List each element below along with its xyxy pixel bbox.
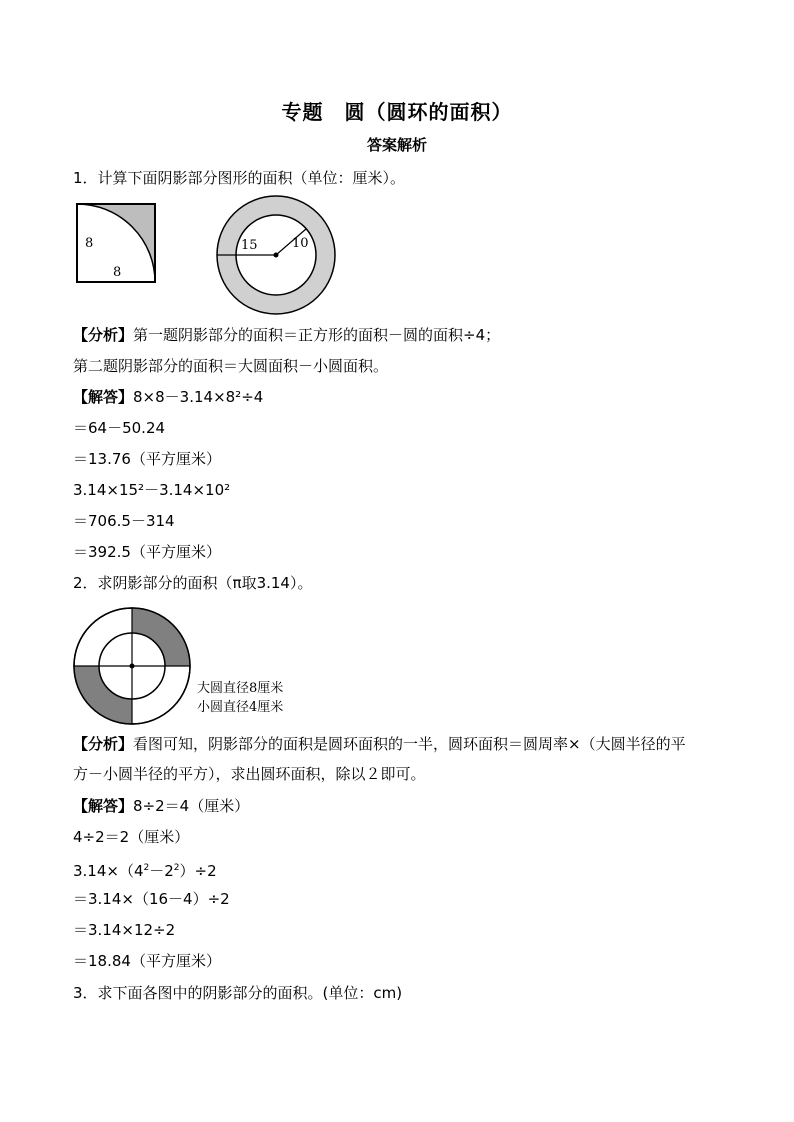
q2-figure-ring [71,605,193,727]
q2-answer-line3-exponent-2: 2 [173,863,180,873]
q1-fig2-large-label: 15 [241,238,258,253]
q2-answer-tag: 【解答】 [73,797,134,815]
q1-analysis [73,325,500,345]
q1-answer-line1: 8×8－3.14×8²÷4 [133,388,264,406]
q1-analysis-text: 第一题阴影部分的面积＝正方形的面积－圆的面积÷4； [133,326,501,344]
q2-question: 2．求阴影部分的面积（π取3.14）。 [73,574,313,592]
q1-answer-line4: 3.14×15²－3.14×10² [73,481,231,499]
q2-fig-label-big: 大圆直径8厘米 [197,681,284,696]
q1-figure-ring [214,193,338,317]
q1-answer-tag: 【解答】 [73,388,134,406]
q2-answer [73,796,249,816]
q1-figure-square [73,200,163,290]
page-subtitle: 答案解析 [366,136,427,154]
q2-answer-line2: 4÷2＝2（厘米） [73,828,190,846]
center-point [274,253,279,258]
center-point [130,664,135,669]
q1-analysis-line2: 第二题阴影部分的面积＝大圆面积－小圆面积。 [73,357,389,375]
q1-answer-line2: ＝64－50.24 [73,419,166,437]
q1-fig2-small-label: 10 [292,236,309,251]
q2-answer-line5: ＝3.14×12÷2 [73,921,176,939]
q2-answer-line6: ＝18.84（平方厘米） [73,952,221,970]
page-title: 专题 圆（圆环的面积） [281,100,513,124]
q1-answer-line5: ＝706.5－314 [73,512,175,530]
q2-analysis-text: 看图可知，阴影部分的面积是圆环面积的一半，圆环面积＝圆周率×（大圆半径的平 [133,735,686,753]
q1-answer-line3: ＝13.76（平方厘米） [73,450,221,468]
q2-answer-line3-part-c: ）÷2 [179,862,217,880]
q3-question: 3．求下面各图中的阴影部分的面积。(单位：cm) [73,984,403,1002]
q1-answer [73,387,263,407]
q2-answer-line3-part-b: －2 [149,862,174,880]
q1-analysis-tag: 【分析】 [73,326,134,344]
q1-fig1-side-label: 8 [85,236,94,251]
q1-question: 1．计算下面阴影部分图形的面积（单位：厘米）。 [73,169,406,187]
q2-answer-line3 [73,858,217,881]
q2-analysis [73,734,686,754]
q2-answer-line4: ＝3.14×（16－4）÷2 [73,890,230,908]
q2-analysis-line2: 方－小圆半径的平方），求出圆环面积，除以２即可。 [73,765,426,783]
q1-fig1-bottom-label: 8 [113,265,122,280]
q1-answer-line6: ＝392.5（平方厘米） [73,543,221,561]
q2-answer-line3-part-a: 3.14×（4 [73,862,144,880]
q2-answer-line3-exponent-1: 2 [143,863,150,873]
q2-fig-label-small: 小圆直径4厘米 [197,700,284,715]
q2-answer-line1: 8÷2＝4（厘米） [133,797,250,815]
q2-analysis-tag: 【分析】 [73,735,134,753]
